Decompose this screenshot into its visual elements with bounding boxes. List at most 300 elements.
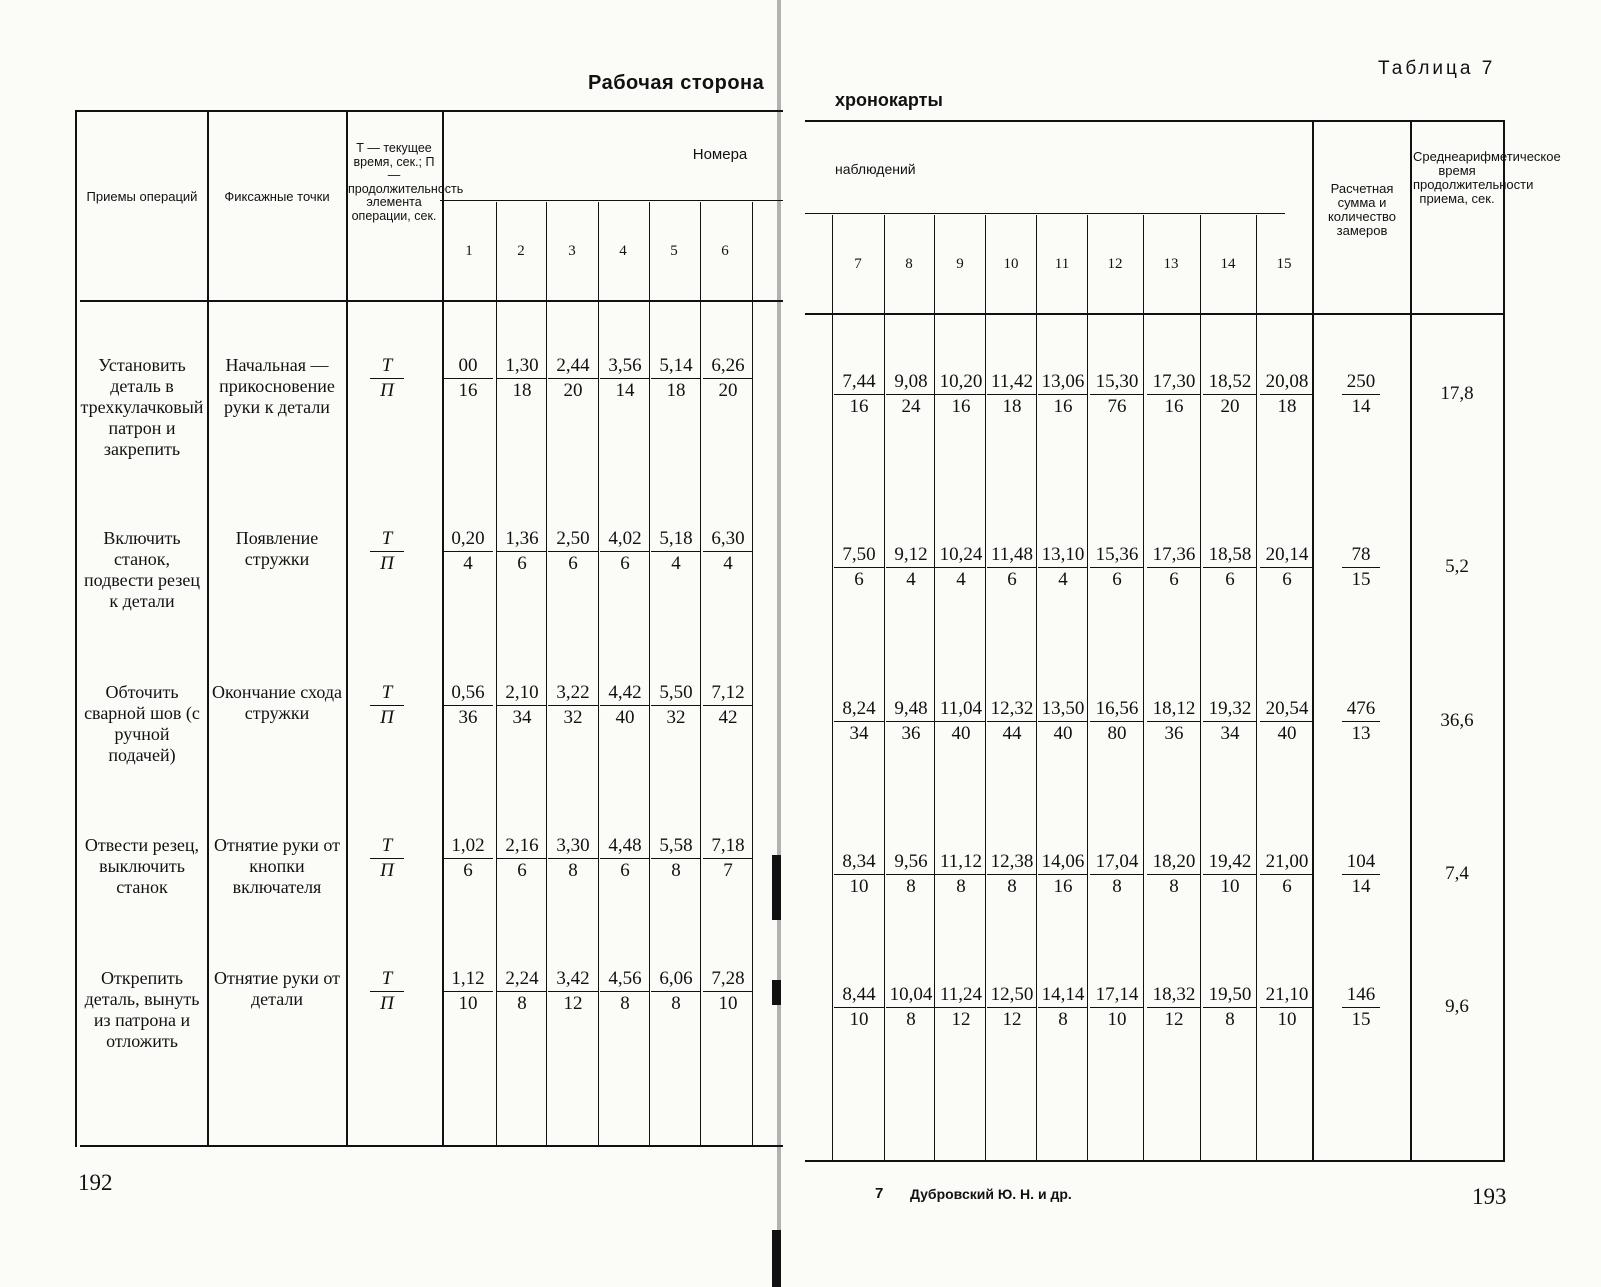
current-time: 0,56 bbox=[443, 682, 493, 706]
element-duration: 4 bbox=[906, 569, 916, 590]
calc-sum-cell bbox=[1342, 698, 1380, 745]
observation-cell bbox=[936, 544, 986, 591]
current-time: 18,32 bbox=[1147, 984, 1201, 1008]
current-time: 14,14 bbox=[1038, 984, 1088, 1008]
observation-cell bbox=[886, 371, 936, 418]
observation-cell bbox=[1260, 984, 1314, 1031]
observation-cell bbox=[987, 371, 1037, 418]
tp-top: Т bbox=[370, 682, 404, 706]
observation-cell bbox=[886, 544, 936, 591]
observation-cell bbox=[1260, 371, 1314, 418]
current-time: 3,22 bbox=[548, 682, 598, 706]
current-time: 14,06 bbox=[1038, 851, 1088, 875]
obs-number: 2 bbox=[517, 243, 525, 259]
observation-cell bbox=[443, 528, 493, 575]
current-time: 9,56 bbox=[886, 851, 936, 875]
tp-top: Т bbox=[370, 968, 404, 992]
observation-cell bbox=[1260, 698, 1314, 745]
element-duration: 34 bbox=[849, 723, 869, 744]
observation-cell bbox=[443, 682, 493, 729]
operation-cell: Открепить деталь, вынуть из патрона и отложить bbox=[84, 968, 200, 1051]
element-duration: 40 bbox=[615, 707, 635, 728]
calc-sum-cell bbox=[1342, 851, 1380, 898]
obs-number: 3 bbox=[568, 243, 576, 259]
obs-number: 12 bbox=[1107, 256, 1123, 272]
avg-time-cell: 9,6 bbox=[1445, 996, 1469, 1017]
sum-value: 476 bbox=[1342, 698, 1380, 722]
current-time: 18,12 bbox=[1147, 698, 1201, 722]
observation-cell bbox=[548, 682, 598, 729]
observation-cell bbox=[1090, 984, 1144, 1031]
signature-number: 7 bbox=[875, 1185, 884, 1202]
element-duration: 6 bbox=[1225, 569, 1235, 590]
fix-point-cell: Начальная — прикосновение руки к детали bbox=[219, 355, 335, 417]
current-time: 15,30 bbox=[1090, 371, 1144, 395]
operation-cell: Отвести резец, выключить станок bbox=[84, 835, 200, 897]
observation-cell bbox=[703, 528, 753, 575]
signature-text: Дубровский Ю. Н. и др. bbox=[910, 1186, 1072, 1202]
element-duration: 8 bbox=[568, 860, 578, 881]
observation-cell bbox=[703, 968, 753, 1015]
element-duration: 16 bbox=[1053, 396, 1073, 417]
observation-cell bbox=[1260, 851, 1314, 898]
element-duration: 40 bbox=[1277, 723, 1297, 744]
observation-cell bbox=[1090, 371, 1144, 418]
current-time: 11,24 bbox=[936, 984, 986, 1008]
observation-cell bbox=[497, 968, 547, 1015]
sum-value: 250 bbox=[1342, 371, 1380, 395]
element-duration: 8 bbox=[906, 1009, 916, 1030]
current-time: 11,12 bbox=[936, 851, 986, 875]
current-time: 4,56 bbox=[600, 968, 650, 992]
element-duration: 20 bbox=[1220, 396, 1240, 417]
observation-cell bbox=[497, 355, 547, 402]
observation-cell bbox=[497, 528, 547, 575]
current-time: 10,04 bbox=[886, 984, 936, 1008]
observation-cell bbox=[1203, 544, 1257, 591]
element-duration: 10 bbox=[849, 1009, 869, 1030]
observation-cell bbox=[1038, 851, 1088, 898]
observation-cell bbox=[497, 835, 547, 882]
element-duration: 10 bbox=[1220, 876, 1240, 897]
element-duration: 10 bbox=[458, 993, 478, 1014]
tp-top: Т bbox=[370, 528, 404, 552]
header-numbers: Номера bbox=[692, 146, 748, 163]
current-time: 5,14 bbox=[651, 355, 701, 379]
element-duration: 40 bbox=[1053, 723, 1073, 744]
tp-marker bbox=[370, 835, 404, 882]
element-duration: 36 bbox=[901, 723, 921, 744]
element-duration: 8 bbox=[620, 993, 630, 1014]
right-page-title: хронокарты bbox=[835, 90, 943, 110]
current-time: 3,30 bbox=[548, 835, 598, 859]
table-label: Таблица 7 bbox=[1378, 58, 1496, 79]
calc-sum-cell bbox=[1342, 544, 1380, 591]
observation-cell bbox=[1038, 371, 1088, 418]
current-time: 8,44 bbox=[834, 984, 884, 1008]
observation-cell bbox=[1090, 544, 1144, 591]
observation-cell bbox=[1038, 698, 1088, 745]
element-duration: 24 bbox=[901, 396, 921, 417]
current-time: 9,12 bbox=[886, 544, 936, 568]
element-duration: 8 bbox=[906, 876, 916, 897]
obs-number: 5 bbox=[670, 243, 678, 259]
observation-cell bbox=[1147, 698, 1201, 745]
observation-cell bbox=[651, 835, 701, 882]
observation-cell bbox=[651, 355, 701, 402]
tp-marker bbox=[370, 682, 404, 729]
observation-cell bbox=[651, 968, 701, 1015]
element-duration: 40 bbox=[951, 723, 971, 744]
operation-cell: Включить станок, подвести резец к детали bbox=[83, 528, 201, 611]
observation-cell bbox=[651, 528, 701, 575]
current-time: 4,42 bbox=[600, 682, 650, 706]
element-duration: 10 bbox=[849, 876, 869, 897]
element-duration: 8 bbox=[1225, 1009, 1235, 1030]
element-duration: 8 bbox=[1058, 1009, 1068, 1030]
tp-top: Т bbox=[370, 355, 404, 379]
fix-point-cell: Появление стружки bbox=[235, 528, 319, 569]
current-time: 3,42 bbox=[548, 968, 598, 992]
current-time: 18,58 bbox=[1203, 544, 1257, 568]
current-time: 5,50 bbox=[651, 682, 701, 706]
observation-cell bbox=[600, 528, 650, 575]
current-time: 13,06 bbox=[1038, 371, 1088, 395]
current-time: 7,50 bbox=[834, 544, 884, 568]
element-duration: 36 bbox=[1164, 723, 1184, 744]
element-duration: 36 bbox=[458, 707, 478, 728]
current-time: 6,06 bbox=[651, 968, 701, 992]
observation-cell bbox=[886, 851, 936, 898]
obs-number: 10 bbox=[1003, 256, 1019, 272]
current-time: 15,36 bbox=[1090, 544, 1144, 568]
current-time: 16,56 bbox=[1090, 698, 1144, 722]
element-duration: 34 bbox=[1220, 723, 1240, 744]
observation-cell bbox=[1090, 698, 1144, 745]
observation-cell bbox=[1203, 851, 1257, 898]
observation-cell bbox=[497, 682, 547, 729]
header-fix-points: Фиксажные точки bbox=[224, 189, 330, 204]
element-duration: 18 bbox=[1002, 396, 1022, 417]
observation-cell bbox=[1203, 698, 1257, 745]
observation-cell bbox=[834, 851, 884, 898]
element-duration: 12 bbox=[563, 993, 583, 1014]
obs-number: 8 bbox=[905, 256, 913, 272]
tp-bottom: П bbox=[380, 993, 394, 1014]
current-time: 19,42 bbox=[1203, 851, 1257, 875]
obs-number: 14 bbox=[1220, 256, 1236, 272]
element-duration: 6 bbox=[620, 553, 630, 574]
current-time: 21,00 bbox=[1260, 851, 1314, 875]
current-time: 17,14 bbox=[1090, 984, 1144, 1008]
left-page-title: Рабочая сторона bbox=[588, 72, 765, 94]
tp-marker bbox=[370, 355, 404, 402]
observation-cell bbox=[548, 968, 598, 1015]
obs-number: 6 bbox=[721, 243, 729, 259]
element-duration: 14 bbox=[615, 380, 635, 401]
current-time: 17,36 bbox=[1147, 544, 1201, 568]
observation-cell bbox=[548, 528, 598, 575]
element-duration: 12 bbox=[1002, 1009, 1022, 1030]
observation-cell bbox=[1260, 544, 1314, 591]
observation-cell bbox=[600, 968, 650, 1015]
left-page-number: 192 bbox=[78, 1170, 113, 1195]
observation-cell bbox=[936, 984, 986, 1031]
element-duration: 18 bbox=[666, 380, 686, 401]
current-time: 10,24 bbox=[936, 544, 986, 568]
element-duration: 6 bbox=[568, 553, 578, 574]
current-time: 6,30 bbox=[703, 528, 753, 552]
element-duration: 7 bbox=[723, 860, 733, 881]
observation-cell bbox=[886, 984, 936, 1031]
current-time: 9,48 bbox=[886, 698, 936, 722]
current-time: 3,56 bbox=[600, 355, 650, 379]
element-duration: 6 bbox=[1169, 569, 1179, 590]
element-duration: 16 bbox=[1164, 396, 1184, 417]
current-time: 2,50 bbox=[548, 528, 598, 552]
element-duration: 6 bbox=[1282, 569, 1292, 590]
header-observations: наблюдений bbox=[835, 161, 916, 177]
element-duration: 6 bbox=[620, 860, 630, 881]
element-duration: 10 bbox=[1107, 1009, 1127, 1030]
observation-cell bbox=[443, 968, 493, 1015]
current-time: 7,44 bbox=[834, 371, 884, 395]
element-duration: 44 bbox=[1002, 723, 1022, 744]
observation-cell bbox=[987, 851, 1037, 898]
element-duration: 8 bbox=[671, 993, 681, 1014]
element-duration: 76 bbox=[1107, 396, 1127, 417]
current-time: 9,08 bbox=[886, 371, 936, 395]
current-time: 1,30 bbox=[497, 355, 547, 379]
element-duration: 6 bbox=[1282, 876, 1292, 897]
observation-cell bbox=[703, 682, 753, 729]
fix-point-cell: Отнятие руки от кнопки включателя bbox=[213, 835, 341, 897]
element-duration: 10 bbox=[1277, 1009, 1297, 1030]
observation-cell bbox=[1147, 984, 1201, 1031]
current-time: 10,20 bbox=[936, 371, 986, 395]
fix-point-cell: Окончание схода стружки bbox=[212, 682, 342, 723]
observation-cell bbox=[443, 835, 493, 882]
tp-bottom: П bbox=[380, 380, 394, 401]
observation-cell bbox=[834, 544, 884, 591]
current-time: 17,04 bbox=[1090, 851, 1144, 875]
current-time: 4,02 bbox=[600, 528, 650, 552]
obs-number: 4 bbox=[619, 243, 627, 259]
observation-cell bbox=[936, 698, 986, 745]
obs-number: 15 bbox=[1276, 256, 1292, 272]
element-duration: 16 bbox=[1053, 876, 1073, 897]
avg-time-cell: 7,4 bbox=[1445, 863, 1469, 884]
current-time: 1,02 bbox=[443, 835, 493, 859]
header-avg-time: Среднеарифметическое время продолжительности приема, сек. bbox=[1413, 149, 1561, 206]
element-duration: 20 bbox=[563, 380, 583, 401]
element-duration: 34 bbox=[512, 707, 532, 728]
header-tp: Т — текущее время, сек.; П — продолжительность элемента операции, сек. bbox=[348, 141, 464, 223]
avg-time-cell: 17,8 bbox=[1440, 383, 1474, 404]
observation-cell bbox=[936, 851, 986, 898]
observation-cell bbox=[1147, 371, 1201, 418]
tp-marker bbox=[370, 968, 404, 1015]
element-duration: 6 bbox=[463, 860, 473, 881]
operation-cell: Установить деталь в трехкулачковый патрон и закрепить bbox=[80, 355, 204, 459]
element-duration: 16 bbox=[951, 396, 971, 417]
current-time: 2,44 bbox=[548, 355, 598, 379]
measure-count: 15 bbox=[1351, 1009, 1371, 1030]
sum-value: 104 bbox=[1342, 851, 1380, 875]
current-time: 12,38 bbox=[987, 851, 1037, 875]
tp-marker bbox=[370, 528, 404, 575]
observation-cell bbox=[651, 682, 701, 729]
observation-cell bbox=[1038, 544, 1088, 591]
element-duration: 16 bbox=[849, 396, 869, 417]
sum-value: 78 bbox=[1342, 544, 1380, 568]
observation-cell bbox=[834, 984, 884, 1031]
current-time: 6,26 bbox=[703, 355, 753, 379]
element-duration: 4 bbox=[671, 553, 681, 574]
element-duration: 10 bbox=[718, 993, 738, 1014]
avg-time-cell: 36,6 bbox=[1440, 710, 1474, 731]
current-time: 5,58 bbox=[651, 835, 701, 859]
avg-time-cell: 5,2 bbox=[1445, 556, 1469, 577]
element-duration: 16 bbox=[458, 380, 478, 401]
observation-cell bbox=[1038, 984, 1088, 1031]
element-duration: 8 bbox=[671, 860, 681, 881]
gutter-shadow bbox=[772, 855, 781, 920]
observation-cell bbox=[834, 371, 884, 418]
element-duration: 8 bbox=[517, 993, 527, 1014]
right-page-number: 193 bbox=[1472, 1184, 1507, 1209]
tp-bottom: П bbox=[380, 553, 394, 574]
current-time: 11,42 bbox=[987, 371, 1037, 395]
element-duration: 18 bbox=[1277, 396, 1297, 417]
current-time: 18,52 bbox=[1203, 371, 1257, 395]
element-duration: 12 bbox=[951, 1009, 971, 1030]
observation-cell bbox=[886, 698, 936, 745]
observation-cell bbox=[600, 355, 650, 402]
observation-cell bbox=[443, 355, 493, 402]
element-duration: 42 bbox=[718, 707, 738, 728]
sum-value: 146 bbox=[1342, 984, 1380, 1008]
observation-cell bbox=[1147, 851, 1201, 898]
element-duration: 4 bbox=[723, 553, 733, 574]
current-time: 00 bbox=[443, 355, 493, 379]
current-time: 4,48 bbox=[600, 835, 650, 859]
current-time: 8,34 bbox=[834, 851, 884, 875]
operation-cell: Обточить сварной шов (с ручной подачей) bbox=[84, 682, 200, 765]
gutter-shadow bbox=[772, 980, 781, 1005]
current-time: 2,10 bbox=[497, 682, 547, 706]
element-duration: 12 bbox=[1164, 1009, 1184, 1030]
obs-number: 9 bbox=[956, 256, 964, 272]
measure-count: 15 bbox=[1351, 569, 1371, 590]
observation-cell bbox=[703, 355, 753, 402]
element-duration: 6 bbox=[517, 553, 527, 574]
observation-cell bbox=[548, 835, 598, 882]
header-calc-sum: Расчетная сумма и количество замеров bbox=[1327, 181, 1397, 238]
current-time: 20,54 bbox=[1260, 698, 1314, 722]
gutter-shadow bbox=[772, 1230, 781, 1287]
element-duration: 6 bbox=[854, 569, 864, 590]
current-time: 19,50 bbox=[1203, 984, 1257, 1008]
observation-cell bbox=[703, 835, 753, 882]
observation-cell bbox=[1147, 544, 1201, 591]
obs-number: 13 bbox=[1163, 256, 1179, 272]
element-duration: 6 bbox=[1007, 569, 1017, 590]
element-duration: 8 bbox=[1112, 876, 1122, 897]
current-time: 12,50 bbox=[987, 984, 1037, 1008]
calc-sum-cell bbox=[1342, 984, 1380, 1031]
current-time: 8,24 bbox=[834, 698, 884, 722]
element-duration: 32 bbox=[563, 707, 583, 728]
current-time: 20,08 bbox=[1260, 371, 1314, 395]
observation-cell bbox=[936, 371, 986, 418]
current-time: 18,20 bbox=[1147, 851, 1201, 875]
element-duration: 4 bbox=[1058, 569, 1068, 590]
observation-cell bbox=[987, 544, 1037, 591]
tp-top: Т bbox=[370, 835, 404, 859]
observation-cell bbox=[834, 698, 884, 745]
observation-cell bbox=[1203, 984, 1257, 1031]
observation-cell bbox=[548, 355, 598, 402]
current-time: 19,32 bbox=[1203, 698, 1257, 722]
current-time: 11,48 bbox=[987, 544, 1037, 568]
current-time: 13,10 bbox=[1038, 544, 1088, 568]
current-time: 7,12 bbox=[703, 682, 753, 706]
obs-number: 7 bbox=[854, 256, 862, 272]
current-time: 21,10 bbox=[1260, 984, 1314, 1008]
current-time: 2,24 bbox=[497, 968, 547, 992]
element-duration: 6 bbox=[1112, 569, 1122, 590]
element-duration: 20 bbox=[718, 380, 738, 401]
observation-cell bbox=[600, 682, 650, 729]
current-time: 0,20 bbox=[443, 528, 493, 552]
measure-count: 14 bbox=[1351, 396, 1371, 417]
current-time: 11,04 bbox=[936, 698, 986, 722]
header-operations: Приемы операций bbox=[86, 189, 198, 204]
observation-cell bbox=[1203, 371, 1257, 418]
observation-cell bbox=[1090, 851, 1144, 898]
current-time: 13,50 bbox=[1038, 698, 1088, 722]
current-time: 17,30 bbox=[1147, 371, 1201, 395]
observation-cell bbox=[987, 984, 1037, 1031]
obs-number: 1 bbox=[465, 243, 473, 259]
observation-cell bbox=[600, 835, 650, 882]
current-time: 7,18 bbox=[703, 835, 753, 859]
measure-count: 13 bbox=[1351, 723, 1371, 744]
calc-sum-cell bbox=[1342, 371, 1380, 418]
observation-cell bbox=[987, 698, 1037, 745]
element-duration: 6 bbox=[517, 860, 527, 881]
current-time: 1,12 bbox=[443, 968, 493, 992]
current-time: 20,14 bbox=[1260, 544, 1314, 568]
element-duration: 8 bbox=[956, 876, 966, 897]
book-gutter bbox=[777, 0, 781, 1287]
element-duration: 32 bbox=[666, 707, 686, 728]
current-time: 12,32 bbox=[987, 698, 1037, 722]
element-duration: 8 bbox=[1007, 876, 1017, 897]
element-duration: 18 bbox=[512, 380, 532, 401]
element-duration: 4 bbox=[956, 569, 966, 590]
current-time: 2,16 bbox=[497, 835, 547, 859]
tp-bottom: П bbox=[380, 860, 394, 881]
fix-point-cell: Отнятие руки от детали bbox=[213, 968, 341, 1009]
obs-number: 11 bbox=[1054, 256, 1070, 272]
measure-count: 14 bbox=[1351, 876, 1371, 897]
element-duration: 80 bbox=[1107, 723, 1127, 744]
current-time: 1,36 bbox=[497, 528, 547, 552]
current-time: 7,28 bbox=[703, 968, 753, 992]
element-duration: 8 bbox=[1169, 876, 1179, 897]
